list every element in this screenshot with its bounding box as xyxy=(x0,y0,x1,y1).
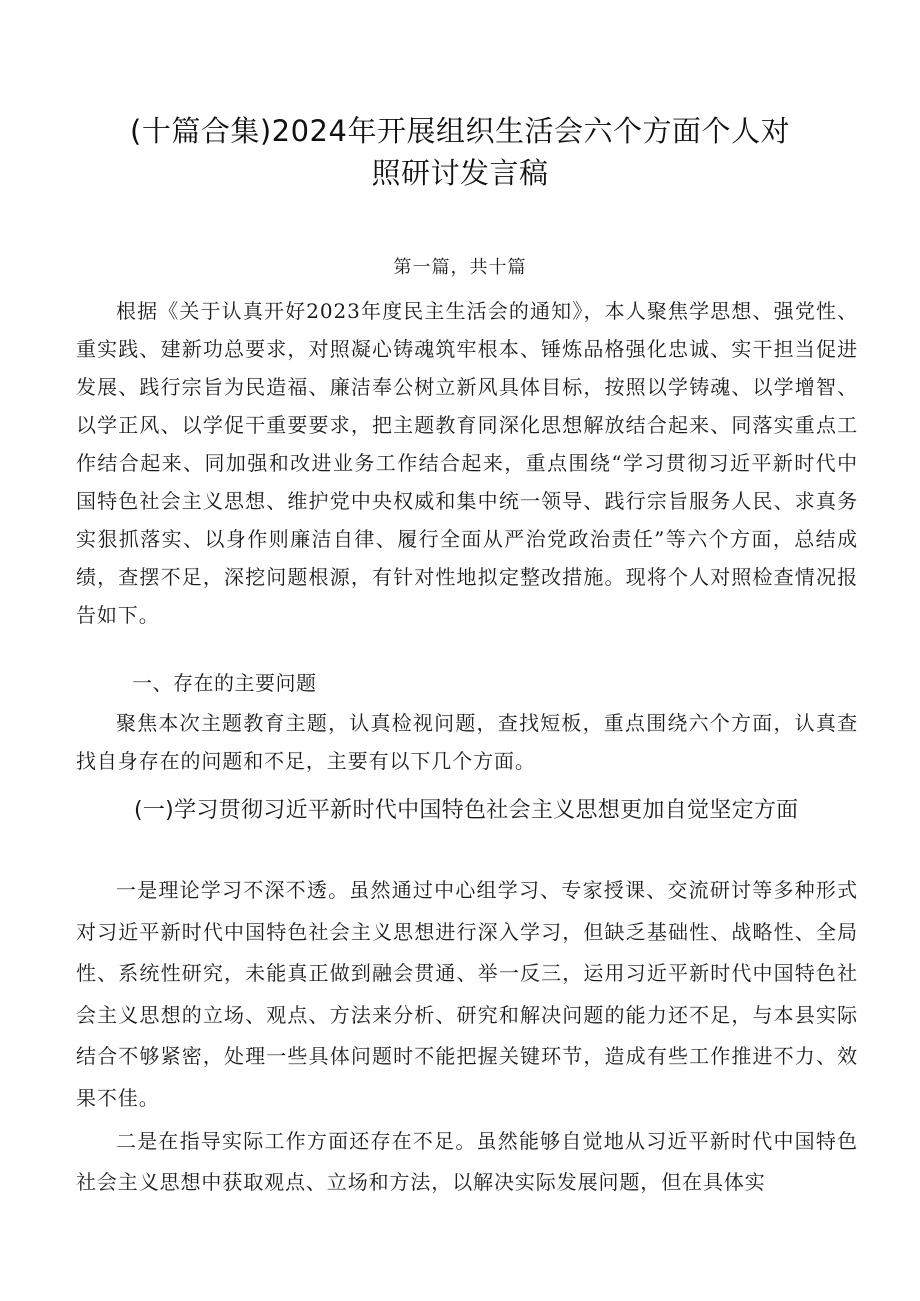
section-paragraph: 聚焦本次主题教育主题，认真检视问题，查找短板，重点围绕六个方面，认真查找自身存在的问题和不足，主要有以下几个方面。 xyxy=(76,711,858,773)
section-heading: 一、存在的主要问题 xyxy=(132,671,317,695)
point-one-paragraph: 一是理论学习不深不透。虽然通过中心组学习、专家授课、交流研讨等多种形式对习近平新时代中国特色社会主义思想进行深入学习，但缺乏基础性、战略性、全局性、系统性研究，未能真正做到融会贯通、举一反三，运用习近平新时代中国特色社会主义思想的立场、观点、方法来分析、研究和解决问题的能力还不足，与本县实际结合不够紧密，处理一些具体问题时不能把握关键环节，造成有些工作推进不力、效果不佳。 xyxy=(76,878,858,1110)
document-title-line-2: 照研讨发言稿 xyxy=(371,156,549,190)
intro-paragraph: 根据《关于认真开好2023年度民主生活会的通知》，本人聚焦学思想、强党性、重实践、建新功总要求，对照凝心铸魂筑牢根本、锤炼品格强化忠诚、实干担当促进发展、践行宗旨为民造福、廉洁奉公树立新风具体目标，按照以学铸魂、以学增智、以学正风、以学促干重要要求，把主题教育同深化思想解放结合起来、同落实重点工作结合起来、同加强和改进业务工作结合起来，重点围绕“学习贯彻习近平新时代中国特色社会主义思想、维护党中央权威和集中统一领导、践行宗旨服务人民、求真务实狠抓落实、以身作则廉洁自律、履行全面从严治党政治责任”等六个方面，总结成绩，查摆不足，深挖问题根源，有针对性地拟定整改措施。现将个人对照检查情况报告如下。 xyxy=(76,299,858,627)
subsection-heading: (一)学习贯彻习近平新时代中国特色社会主义思想更加自觉坚定方面 xyxy=(134,798,799,823)
part-label: 第一篇，共十篇 xyxy=(393,257,527,278)
document-title-line-1: (十篇合集)2024年开展组织生活会六个方面个人对 xyxy=(130,114,790,148)
point-two-paragraph: 二是在指导实际工作方面还存在不足。虽然能够自觉地从习近平新时代中国特色社会主义思想中获取观点、立场和方法，以解决实际发展问题，但在具体实 xyxy=(76,1129,858,1194)
